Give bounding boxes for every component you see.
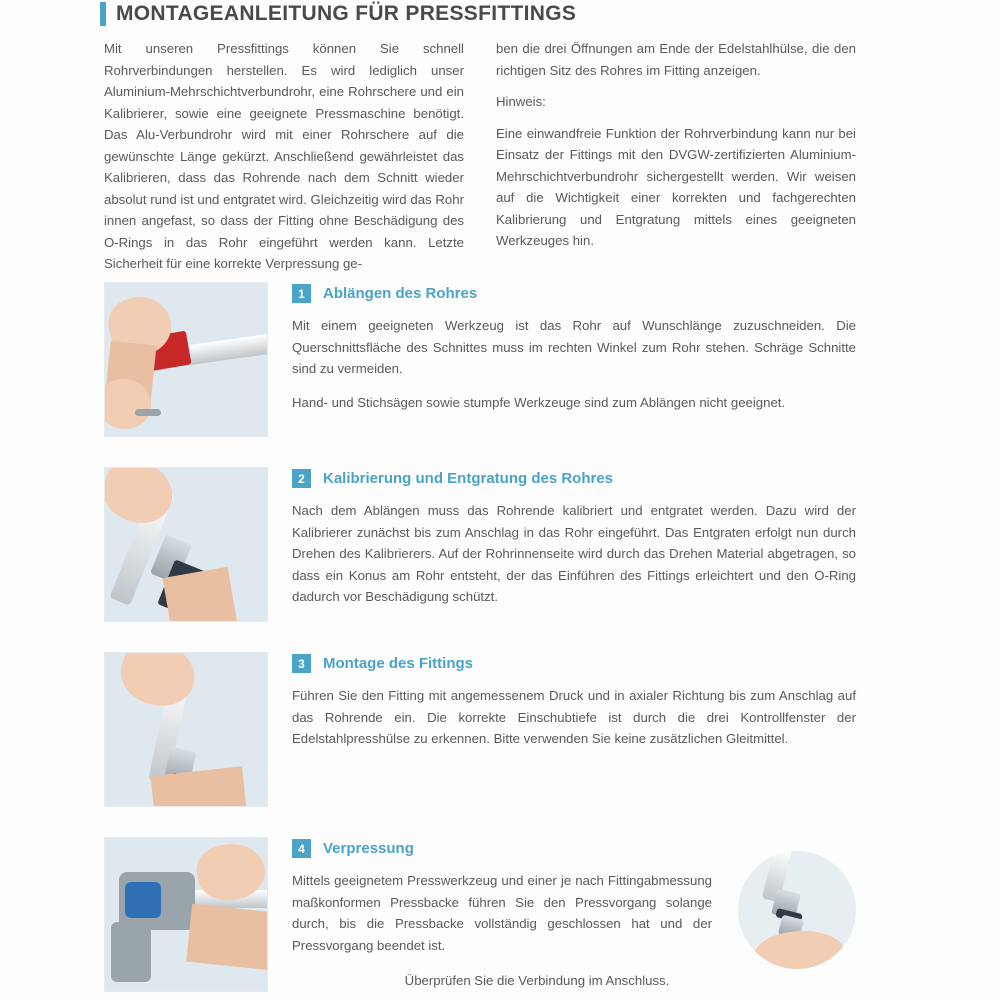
step-3-number: 3 (292, 654, 311, 673)
step-3-body (292, 652, 856, 807)
step-4-image (104, 837, 268, 992)
step-2-header (292, 469, 856, 488)
step-2-image (104, 467, 268, 622)
title-accent-bar (100, 2, 106, 26)
step-4-body (292, 837, 856, 992)
step-1-paragraph-1: Mit einem geeigneten Werkzeug ist das Rohr auf Wunschlänge zuzuschneiden. Die Querschnittsfläche des Schnittes muss im rechten Winkel zum Rohr stehen. Schräge Schnitte sind zu vermeiden. (292, 318, 856, 376)
note-label: Hinweis: (496, 94, 546, 109)
step-4-number: 4 (292, 839, 311, 858)
step-3-paragraph-1: Führen Sie den Fitting mit angemessenem Druck und in axialer Richtung bis zum Anschlag auf das Rohrende ein. Die korrekte Einschubtiefe ist durch die drei Kontrollfenster der Edelstahlpresshülse zu erkennen. Bitte verwenden Sie keine zusätzlichen Gleitmittel. (292, 688, 856, 746)
step-1-paragraph-2: Hand- und Stichsägen sowie stumpfe Werkzeuge sind zum Ablängen nicht geeignet. (292, 394, 786, 410)
step-1-header (292, 284, 856, 303)
intro-left-paragraph: Mit unseren Pressfittings können Sie schnell Rohrverbindungen herstellen. Es wird lediglich unser Aluminium-Mehrschichtverbundrohr, eine Rohrschere und ein Kalibrierer, sowie eine geeignete Pressmaschine benötigt. Das Alu-Verbundrohr wird mit einer Rohrschere auf die gewünschte Länge gekürzt. Anschließend gewährleistet das Kalibrieren, dass das Rohrende nach dem Schnitt wieder absolut rund ist und entgratet wird. Gleichzeitig wird das Rohr innen angefast, so dass der Fitting ohne Beschädigung des O-Rings in das Rohr eingeführt werden kann. Letzte Sicherheit für eine korrekte Verpressung ge- (104, 41, 464, 271)
step-1-number: 1 (292, 284, 311, 303)
note-text: Eine einwandfreie Funktion der Rohrverbindung kann nur bei Einsatz der Fittings mit den DVGW-zertifizierten Aluminium-Mehrschichtverbundrohr sichergestellt werden. Wir weisen auf die Wichtigkeit einer korrekten und fachgerechten Kalibrierung und Entgratung mittels eines geeigneten Werkzeuges hin. (496, 125, 856, 248)
step-4-detail-image (738, 851, 856, 969)
step-2 (104, 467, 856, 622)
intro-left-column (104, 38, 464, 285)
step-4-paragraph-1: Mittels geeignetem Presswerkzeug und einer je nach Fittingabmessung maßkonformen Pressbacke führen Sie den Pressvorgang solange durch, bis die Pressbacke vollständig geschlossen hat und der Pressvorgang beendet ist. (292, 873, 712, 953)
intro-section (104, 38, 856, 285)
step-3-title: Montage des Fittings (323, 655, 473, 672)
intro-right-column (496, 38, 856, 285)
page-title-text: MONTAGEANLEITUNG FÜR PRESSFITTINGS (116, 2, 577, 25)
step-1-title: Ablängen des Rohres (323, 285, 478, 302)
step-4-title: Verpressung (323, 840, 414, 857)
step-3-header (292, 654, 856, 673)
step-1-image (104, 282, 268, 437)
step-1 (104, 282, 856, 437)
step-2-title: Kalibrierung und Entgratung des Rohres (323, 470, 614, 487)
step-2-number: 2 (292, 469, 311, 488)
step-2-paragraph-1: Nach dem Ablängen muss das Rohrende kalibriert und entgratet werden. Dazu wird der Kalibrierer zunächst bis zum Anschlag in das Rohr eingeführt. Das Entgraten erfolgt nun durch Drehen des Kalibrierers. Auf der Rohrinnenseite wird durch das Drehen Material abgetragen, so dass ein Konus am Rohr entsteht, der das Einführen des Fittings erleichtert und den O-Ring dadurch vor Beschädigung schützt. (292, 503, 856, 604)
intro-right-paragraph: ben die drei Öffnungen am Ende der Edelstahlhülse, die den richtigen Sitz des Rohres im Fitting anzeigen. (496, 41, 856, 78)
step-2-body (292, 467, 856, 622)
step-3-image (104, 652, 268, 807)
step-4-closing-text: Überprüfen Sie die Verbindung im Anschluss. (404, 973, 670, 988)
step-1-body (292, 282, 856, 437)
page-title (100, 2, 576, 26)
step-3 (104, 652, 856, 807)
step-4 (104, 837, 856, 992)
